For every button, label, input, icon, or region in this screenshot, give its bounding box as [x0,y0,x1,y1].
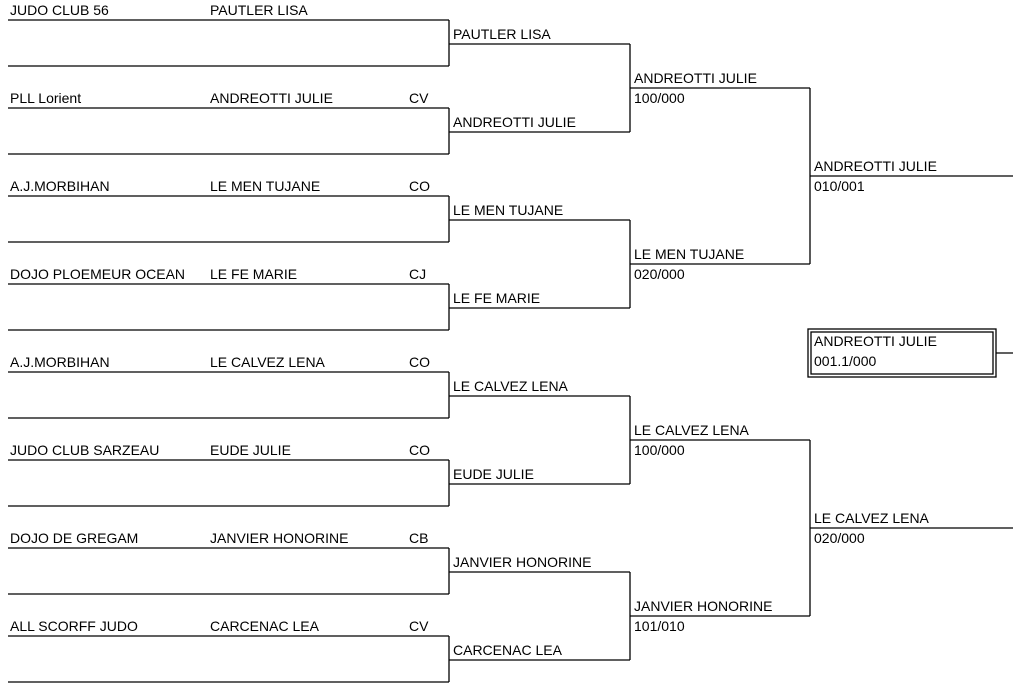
r3-competitor-name: LE CALVEZ LENA [634,422,749,438]
r1-grade: CJ [409,266,427,282]
r1-competitor-name: EUDE JULIE [210,442,291,458]
r1-club: ALL SCORFF JUDO [10,618,138,634]
r3-score: 100/000 [634,442,685,458]
r2-competitor-name: ANDREOTTI JULIE [453,114,576,130]
r1-grade: CV [409,90,429,106]
r1-grade: CV [409,618,429,634]
r1-competitor-name: LE MEN TUJANE [210,178,321,194]
winner-score: 001.1/000 [814,353,877,369]
r2-competitor-name: LE FE MARIE [453,290,541,306]
r3-score: 101/010 [634,618,685,634]
winner-name: ANDREOTTI JULIE [814,333,937,349]
r1-competitor-name: LE CALVEZ LENA [210,354,325,370]
r2-competitor-name: JANVIER HONORINE [453,554,592,570]
r1-grade: CO [409,442,430,458]
r3-score: 020/000 [634,266,685,282]
r1-competitor-name: PAUTLER LISA [210,2,308,18]
r1-competitor-name: JANVIER HONORINE [210,530,349,546]
r3-competitor-name: ANDREOTTI JULIE [634,70,757,86]
r2-competitor-name: LE MEN TUJANE [453,202,564,218]
r2-competitor-name: LE CALVEZ LENA [453,378,568,394]
r1-club: DOJO DE GREGAM [10,530,139,546]
r1-grade: CO [409,178,430,194]
r1-club: A.J.MORBIHAN [10,354,110,370]
r4-competitor-name: LE CALVEZ LENA [814,510,929,526]
r1-club: PLL Lorient [10,90,82,106]
r3-competitor-name: LE MEN TUJANE [634,246,745,262]
r1-club: JUDO CLUB 56 [10,2,109,18]
r3-score: 100/000 [634,90,685,106]
r2-competitor-name: CARCENAC LEA [453,642,562,658]
r1-grade: CB [409,530,429,546]
r2-competitor-name: EUDE JULIE [453,466,534,482]
r1-competitor-name: LE FE MARIE [210,266,298,282]
r4-score: 020/000 [814,530,865,546]
r2-competitor-name: PAUTLER LISA [453,26,551,42]
r4-score: 010/001 [814,178,865,194]
r3-competitor-name: JANVIER HONORINE [634,598,773,614]
r1-competitor-name: ANDREOTTI JULIE [210,90,333,106]
r1-club: A.J.MORBIHAN [10,178,110,194]
r1-competitor-name: CARCENAC LEA [210,618,319,634]
r1-club: JUDO CLUB SARZEAU [10,442,160,458]
r1-club: DOJO PLOEMEUR OCEAN [10,266,186,282]
r4-competitor-name: ANDREOTTI JULIE [814,158,937,174]
r1-grade: CO [409,354,430,370]
